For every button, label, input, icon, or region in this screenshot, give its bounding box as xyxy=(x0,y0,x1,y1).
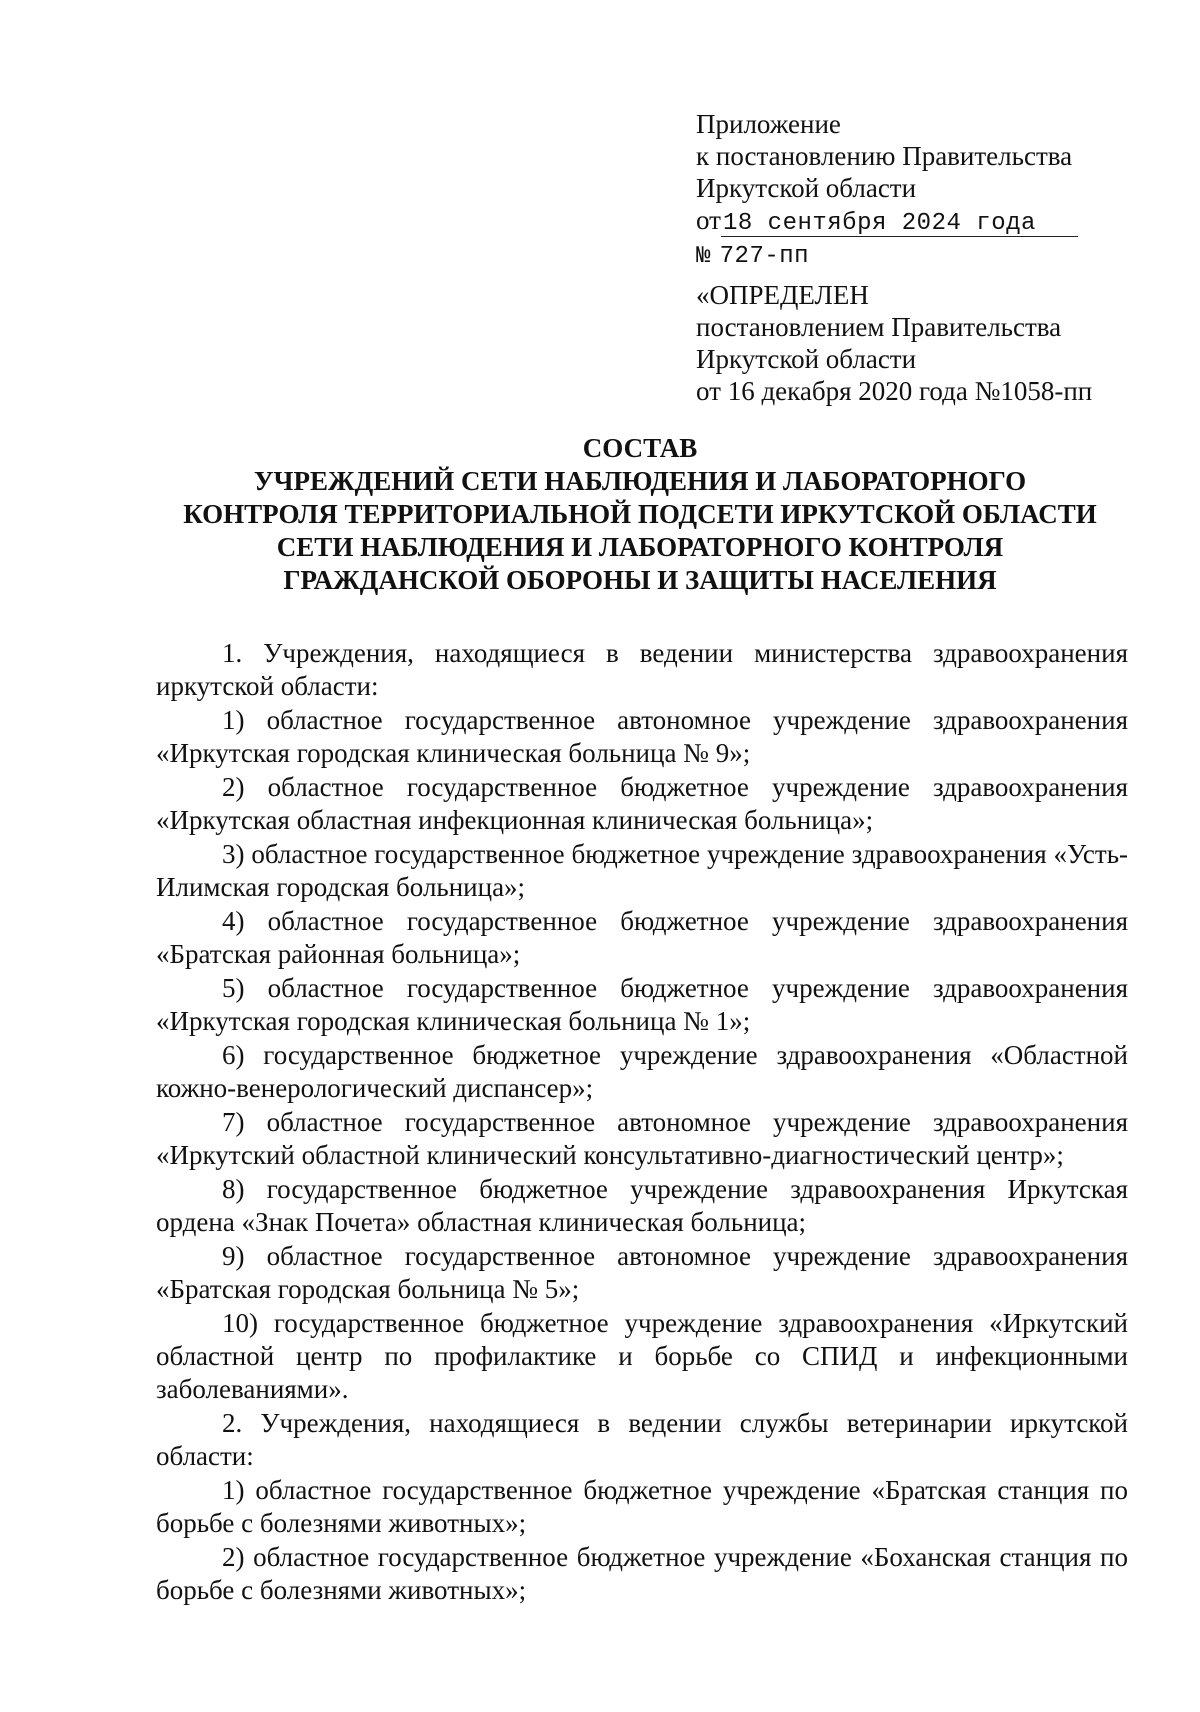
determined-date: от 16 декабря 2020 года №1058-пп xyxy=(696,376,1093,406)
date-prefix: от xyxy=(696,205,721,235)
list-item: 2) областное государственное бюджетное учреждение здравоохранения «Иркутская областная инфекционная клиническая больница»; xyxy=(156,772,1128,835)
appendix-header xyxy=(696,108,1166,407)
list-item: 6) государственное бюджетное учреждение здравоохранения «Областной кожно-венерологический диспансер»; xyxy=(156,1040,1128,1103)
list-item: 1) областное государственное автономное учреждение здравоохранения «Иркутская городская клиническая больница № 9»; xyxy=(156,705,1128,768)
number-value: 727-пп xyxy=(719,243,810,270)
date-value: 18 сентября 2024 года xyxy=(721,212,1078,237)
appendix-decree-ref: к постановлению Правительства xyxy=(696,141,1073,171)
document-body xyxy=(156,637,1128,1608)
title-line-2: УЧРЕЖДЕНИЙ СЕТИ НАБЛЮДЕНИЯ И ЛАБОРАТОРНОГО xyxy=(253,466,1027,496)
section-2-heading: 2. Учреждения, находящиеся в ведении службы ветеринарии иркутской области: xyxy=(156,1408,1128,1471)
number-prefix: № xyxy=(696,243,711,270)
determined-decree: постановлением Правительства xyxy=(696,312,1062,342)
determined-label: «ОПРЕДЕЛЕН xyxy=(696,280,869,310)
title-line-1: СОСТАВ xyxy=(582,433,698,463)
determined-region: Иркутской области xyxy=(696,344,917,374)
list-item: 7) областное государственное автономное учреждение здравоохранения «Иркутский областной клинический консультативно-диагностический центр»; xyxy=(156,1107,1128,1170)
document-title xyxy=(150,432,1130,597)
appendix-region: Иркутской области xyxy=(696,173,917,203)
appendix-date-line xyxy=(696,204,1166,237)
list-item: 9) областное государственное автономное учреждение здравоохранения «Братская городская больница № 5»; xyxy=(156,1241,1128,1304)
appendix-label: Приложение xyxy=(696,109,841,139)
list-item: 10) государственное бюджетное учреждение здравоохранения «Иркутский областной центр по профилактике и борьбе со СПИД и инфекционными заболеваниями». xyxy=(156,1308,1128,1404)
list-item: 8) государственное бюджетное учреждение здравоохранения Иркутская ордена «Знак Почета» областная клиническая больница; xyxy=(156,1174,1128,1237)
title-line-4: СЕТИ НАБЛЮДЕНИЯ И ЛАБОРАТОРНОГО КОНТРОЛЯ xyxy=(276,532,1004,562)
list-item: 2) областное государственное бюджетное учреждение «Боханская станция по борьбе с болезнями животных»; xyxy=(156,1542,1128,1605)
list-item: 5) областное государственное бюджетное учреждение здравоохранения «Иркутская городская клиническая больница № 1»; xyxy=(156,973,1128,1036)
title-line-5: ГРАЖДАНСКОЙ ОБОРОНЫ И ЗАЩИТЫ НАСЕЛЕНИЯ xyxy=(283,565,997,595)
appendix-number-line xyxy=(696,237,1166,273)
list-item: 1) областное государственное бюджетное учреждение «Братская станция по борьбе с болезнями животных»; xyxy=(156,1475,1128,1538)
section-1-heading: 1. Учреждения, находящиеся в ведении министерства здравоохранения иркутской области: xyxy=(156,638,1128,701)
list-item: 3) областное государственное бюджетное учреждение здравоохранения «Усть-Илимская городская больница»; xyxy=(156,839,1128,902)
title-line-3: КОНТРОЛЯ ТЕРРИТОРИАЛЬНОЙ ПОДСЕТИ ИРКУТСКОЙ ОБЛАСТИ xyxy=(183,499,1097,529)
list-item: 4) областное государственное бюджетное учреждение здравоохранения «Братская районная больница»; xyxy=(156,906,1128,969)
